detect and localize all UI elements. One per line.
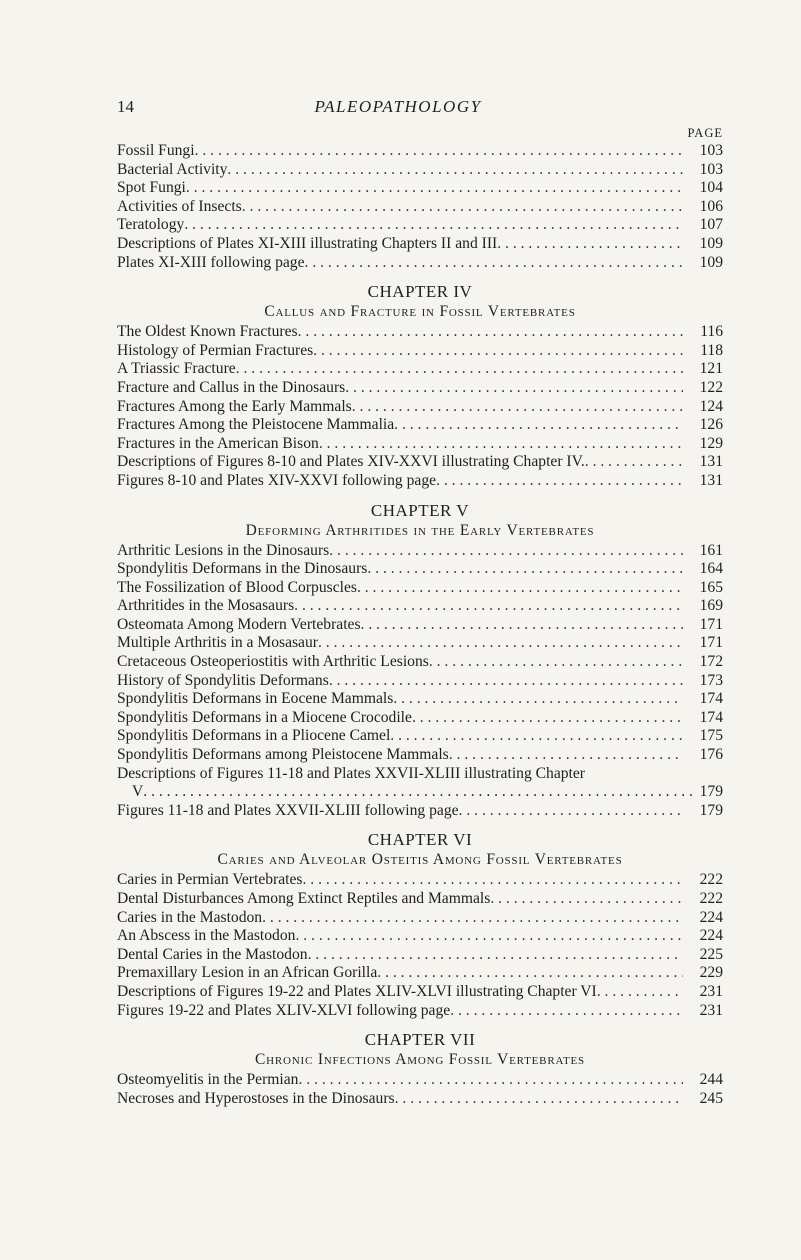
toc-entry-page: 103 xyxy=(699,160,723,178)
toc-entry-title: Figures 19-22 and Plates XLIV-XLVI following page xyxy=(117,1001,451,1019)
toc-entry xyxy=(117,616,723,635)
toc-entry xyxy=(117,453,723,472)
toc-entry-title: A Triassic Fracture xyxy=(117,360,236,378)
running-title: PALEOPATHOLOGY xyxy=(314,97,482,116)
toc-entry-page: 225 xyxy=(699,945,723,963)
toc-entry-title: Fracture and Callus in the Dinosaurs xyxy=(117,378,346,396)
toc-entry-page: 231 xyxy=(699,1001,723,1019)
toc-entry xyxy=(117,1071,723,1090)
toc-entry xyxy=(117,198,723,217)
toc-entry-page: 164 xyxy=(699,560,723,578)
toc-entry xyxy=(117,653,723,672)
toc-entry-page: 131 xyxy=(699,453,723,471)
toc-entry-page: 244 xyxy=(699,1071,723,1089)
toc-entry-title: Bacterial Activity xyxy=(117,160,228,178)
toc-entry xyxy=(117,323,723,342)
toc-leader-dots xyxy=(186,179,683,198)
page-number: 14 xyxy=(117,97,134,116)
toc-entry-page: 171 xyxy=(699,615,723,633)
toc-leader-dots xyxy=(367,560,683,579)
toc-leader-dots xyxy=(459,802,683,821)
toc-entry-title: Figures 8-10 and Plates XIV-XXVI following page xyxy=(117,471,437,489)
toc-entry-title: Figures 11-18 and Plates XXVII-XLIII following page xyxy=(117,801,459,819)
toc-entry-title: Osteomata Among Modern Vertebrates xyxy=(117,615,361,633)
toc-entry-title: Caries in the Mastodon xyxy=(117,908,263,926)
toc-entry-title: Fossil Fungi xyxy=(117,142,195,159)
toc-entry-title: Caries in Permian Vertebrates xyxy=(117,871,303,889)
toc-entry-page: 126 xyxy=(699,416,723,434)
toc-entry-title: Multiple Arthritis in a Mosasaur xyxy=(117,634,318,652)
toc-entry-title: History of Spondylitis Deformans xyxy=(117,671,329,689)
toc-entry-title: Teratology xyxy=(117,216,185,234)
toc-leader-dots xyxy=(393,690,683,709)
toc-entry xyxy=(117,342,723,361)
toc-entry xyxy=(117,709,723,728)
toc-entry-page: 224 xyxy=(699,927,723,945)
toc-entry-title: Fractures Among the Early Mammals xyxy=(117,397,352,415)
toc-entry-page: 129 xyxy=(699,434,723,452)
toc-entry-page: 161 xyxy=(699,541,723,559)
toc-entry xyxy=(117,927,723,946)
toc-entry xyxy=(117,216,723,235)
toc-entry xyxy=(117,672,723,691)
toc-entry-page: 231 xyxy=(699,982,723,1000)
toc-entry xyxy=(117,235,723,254)
toc-entry-page: 224 xyxy=(699,908,723,926)
toc-entry xyxy=(117,802,723,821)
toc-entry xyxy=(117,254,723,273)
toc-entry xyxy=(117,634,723,653)
toc-entry-title: Descriptions of Figures 11-18 and Plates XXVII-XLIII illustrating Chapter xyxy=(117,764,586,782)
toc-entry xyxy=(117,690,723,709)
toc-leader-dots xyxy=(319,435,683,454)
toc-entry xyxy=(117,435,723,454)
toc-leader-dots xyxy=(143,783,697,802)
chapter-subtitle: Deforming Arthritides in the Early Vertebrates xyxy=(245,521,595,539)
toc-entry xyxy=(117,909,723,928)
toc-entry-title: Plates XI-XIII following page xyxy=(117,253,305,271)
chapter-subtitle: Callus and Fracture in Fossil Vertebrates xyxy=(264,303,576,321)
toc-entry xyxy=(117,765,723,802)
toc-entry-page: 175 xyxy=(699,727,723,745)
toc-entry-title: Histology of Permian Fractures xyxy=(117,341,314,359)
toc-leader-dots xyxy=(394,416,683,435)
toc-leader-dots xyxy=(318,634,683,653)
table-of-contents xyxy=(117,124,723,1108)
toc-leader-dots xyxy=(352,398,683,417)
toc-leader-dots xyxy=(298,323,683,342)
toc-entry xyxy=(117,890,723,909)
toc-entry-title: Dental Caries in the Mastodon xyxy=(117,945,308,963)
toc-entry xyxy=(117,946,723,965)
toc-leader-dots xyxy=(184,216,683,235)
toc-entry xyxy=(117,1090,723,1109)
toc-entry-page: 222 xyxy=(699,890,723,907)
toc-entry xyxy=(117,161,723,180)
toc-entry-title: An Abscess in the Mastodon xyxy=(117,927,296,945)
toc-leader-dots xyxy=(345,379,683,398)
chapter-section xyxy=(117,281,723,490)
toc-leader-dots xyxy=(449,746,683,765)
toc-entry-title: Arthritic Lesions in the Dinosaurs xyxy=(117,541,330,559)
toc-leader-dots xyxy=(308,946,683,965)
toc-entry-title: Cretaceous Osteoperiostitis with Arthritic Lesions xyxy=(117,653,429,671)
toc-leader-dots xyxy=(597,983,683,1002)
toc-entry-page: 176 xyxy=(699,746,723,764)
toc-entry xyxy=(117,579,723,598)
toc-entry-page: 116 xyxy=(700,323,723,341)
toc-entry xyxy=(117,472,723,491)
toc-entry xyxy=(117,398,723,417)
chapter-section xyxy=(117,1029,723,1108)
toc-entry xyxy=(117,542,723,561)
toc-entry-page: 109 xyxy=(699,234,723,252)
toc-entry-title: Premaxillary Lesion in an African Gorilla xyxy=(117,964,378,982)
toc-entry-title: Descriptions of Figures 8-10 and Plates XIV-XXVI illustrating Chapter IV. xyxy=(117,453,585,471)
toc-entry-title: Spondylitis Deformans in Eocene Mammals xyxy=(117,690,394,708)
toc-entry-title: Osteomyelitis in the Permian xyxy=(117,1071,299,1089)
toc-leader-dots xyxy=(313,342,683,361)
toc-entry-page: 165 xyxy=(699,578,723,596)
toc-entry-page: 124 xyxy=(699,397,723,415)
toc-entry xyxy=(117,560,723,579)
toc-entry xyxy=(117,179,723,198)
toc-leader-dots xyxy=(357,579,683,598)
toc-leader-dots xyxy=(262,909,683,928)
chapter-section xyxy=(117,829,723,1020)
toc-entry-title: Descriptions of Figures 19-22 and Plates XLIV-XLVI illustrating Chapter VI xyxy=(117,982,597,1000)
toc-entry-page: 122 xyxy=(699,378,723,396)
toc-entry-page: 222 xyxy=(699,871,723,889)
toc-entry-title: Necroses and Hyperostoses in the Dinosaurs xyxy=(117,1089,395,1107)
toc-entry xyxy=(117,964,723,983)
toc-leader-dots xyxy=(227,161,683,180)
toc-entry xyxy=(117,416,723,435)
toc-leader-dots xyxy=(305,254,683,273)
toc-entry-title: Spondylitis Deformans in the Dinosaurs xyxy=(117,560,368,578)
toc-entry-title: The Fossilization of Blood Corpuscles xyxy=(117,578,357,596)
toc-leader-dots xyxy=(236,360,683,379)
toc-leader-dots xyxy=(302,871,683,890)
toc-entry xyxy=(117,871,723,890)
toc-entry-title: Spondylitis Deformans among Pleistocene Mammals xyxy=(117,746,449,764)
chapter-subtitle: Caries and Alveolar Osteitis Among Fossil Vertebrates xyxy=(217,851,623,869)
running-head xyxy=(117,97,679,119)
toc-entry-page: 229 xyxy=(699,964,723,982)
toc-leader-dots xyxy=(497,235,683,254)
toc-leader-dots xyxy=(377,964,683,983)
toc-entry-page: 104 xyxy=(699,179,723,197)
toc-entry xyxy=(117,746,723,765)
toc-leader-dots xyxy=(490,890,683,909)
toc-entry-page: 173 xyxy=(699,671,723,689)
toc-entry-page: 179 xyxy=(699,801,723,819)
toc-leader-dots xyxy=(298,1071,683,1090)
toc-entry-title: Spondylitis Deformans in a Miocene Crocodile xyxy=(117,708,412,726)
toc-entry-page: 106 xyxy=(699,197,723,215)
toc-entry-page: 171 xyxy=(699,634,723,652)
toc-entry xyxy=(117,379,723,398)
page-column-label: PAGE xyxy=(687,126,723,140)
toc-leader-dots xyxy=(436,472,683,491)
chapter-heading: CHAPTER IV xyxy=(367,282,473,302)
toc-entry-continuation: V xyxy=(132,783,144,801)
toc-entry-page: 245 xyxy=(699,1089,723,1107)
toc-leader-dots xyxy=(329,672,683,691)
toc-entry-title: Spot Fungi xyxy=(117,179,186,197)
toc-leader-dots xyxy=(390,727,683,746)
toc-leader-dots xyxy=(585,453,683,472)
toc-entry-title: Activities of Insects xyxy=(117,197,242,215)
toc-entry-title: Spondylitis Deformans in a Pliocene Camel xyxy=(117,727,391,745)
toc-leader-dots xyxy=(361,616,683,635)
toc-entry-page: 131 xyxy=(699,471,723,489)
toc-entry-page: 118 xyxy=(700,341,723,359)
toc-entry-title: Descriptions of Plates XI-XIII illustrating Chapters II and III xyxy=(117,234,498,252)
toc-entry-page: 103 xyxy=(699,142,723,159)
toc-entry xyxy=(117,597,723,616)
toc-entry-page: 169 xyxy=(699,597,723,615)
toc-leader-dots xyxy=(329,542,683,561)
toc-entry xyxy=(117,727,723,746)
toc-entry-page: 107 xyxy=(699,216,723,234)
toc-leader-dots xyxy=(429,653,683,672)
toc-entry xyxy=(117,1002,723,1021)
toc-leader-dots xyxy=(294,597,683,616)
toc-leader-dots xyxy=(395,1090,683,1109)
toc-entry-page: 179 xyxy=(699,783,723,801)
chapter-section xyxy=(117,500,723,821)
toc-entry-title: Dental Disturbances Among Extinct Reptiles and Mammals xyxy=(117,890,491,907)
toc-entry-title: Arthritides in the Mosasaurs xyxy=(117,597,295,615)
toc-entry-page: 174 xyxy=(699,690,723,708)
toc-body xyxy=(117,142,723,1108)
toc-entry-title: Fractures in the American Bison xyxy=(117,434,319,452)
toc-entry-continuation-line xyxy=(117,783,723,802)
chapter-heading: CHAPTER VII xyxy=(364,1030,476,1050)
toc-entry-page: 121 xyxy=(699,360,723,378)
toc-leader-dots xyxy=(295,927,683,946)
toc-entry xyxy=(117,983,723,1002)
toc-entry-page: 172 xyxy=(699,653,723,671)
chapter-heading: CHAPTER VI xyxy=(367,830,473,850)
toc-leader-dots xyxy=(412,709,683,728)
toc-entry-title: The Oldest Known Fractures xyxy=(117,323,298,341)
toc-entry-page: 109 xyxy=(699,253,723,271)
toc-leader-dots xyxy=(242,198,683,217)
toc-leader-dots xyxy=(195,142,683,161)
toc-entry-page: 174 xyxy=(699,708,723,726)
toc-entry-title: Fractures Among the Pleistocene Mammalia xyxy=(117,416,395,434)
toc-leader-dots xyxy=(450,1002,683,1021)
toc-entry xyxy=(117,142,723,161)
chapter-heading: CHAPTER V xyxy=(370,500,470,520)
chapter-subtitle: Chronic Infections Among Fossil Vertebrates xyxy=(255,1051,585,1069)
toc-entry xyxy=(117,360,723,379)
